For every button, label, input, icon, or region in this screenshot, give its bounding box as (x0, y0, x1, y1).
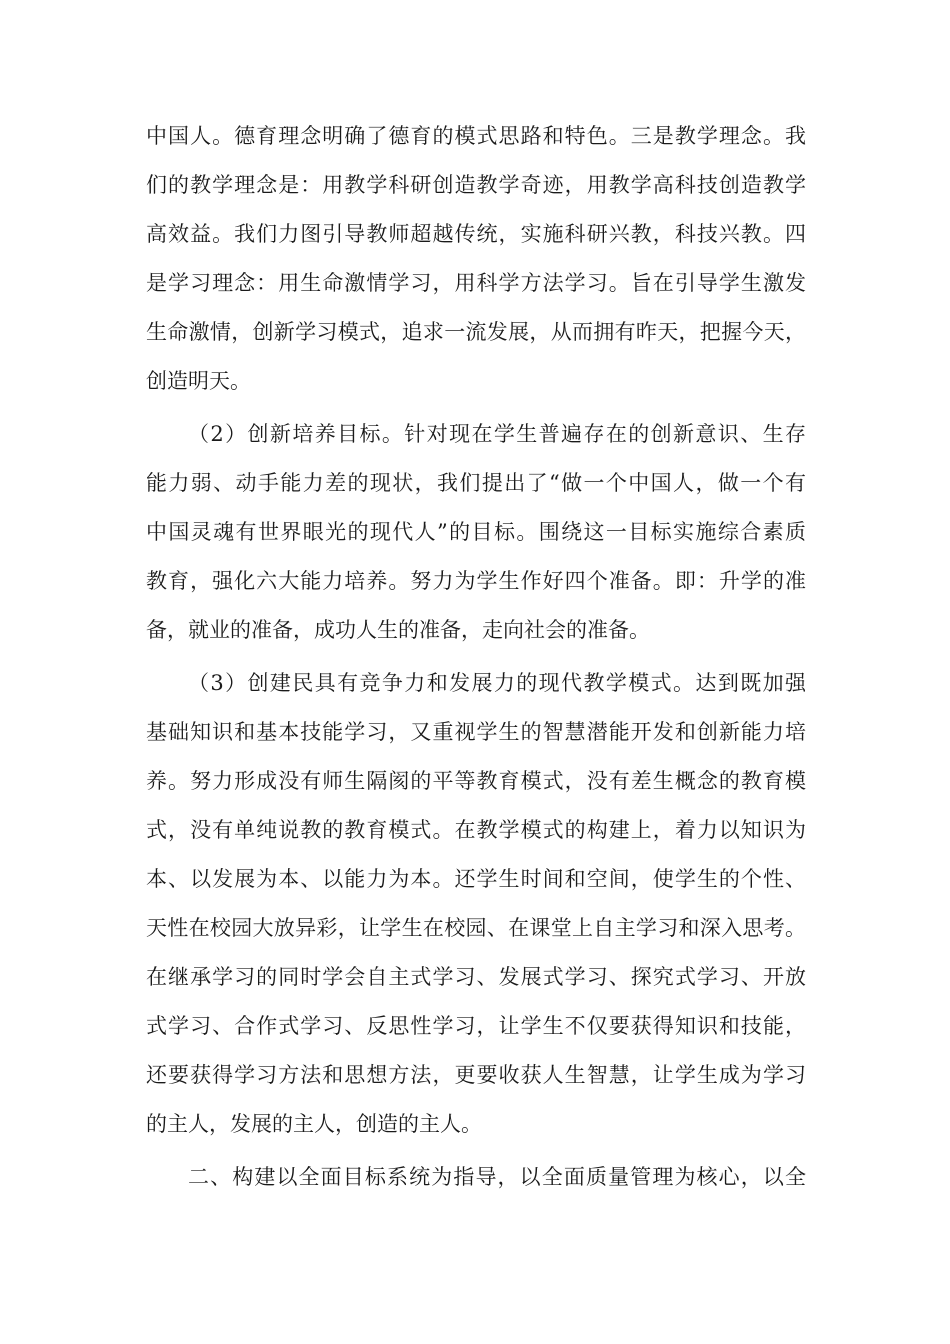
text-line: 在继承学习的同时学会自主式学习、发展式学习、探究式学习、开放 (146, 965, 806, 989)
text-line: 式，没有单纯说教的教育模式。在教学模式的构建上，着力以知识为 (146, 818, 806, 842)
text-line: 们的教学理念是：用教学科研创造教学奇迹，用教学高科技创造教学 (146, 173, 806, 197)
section-heading-line: 二、构建以全面目标系统为指导，以全面质量管理为核心，以全 (188, 1165, 806, 1189)
paragraph-2-first-line: （2）创新培养目标。针对现在学生普遍存在的创新意识、生存 (188, 422, 806, 446)
text-line: 养。努力形成没有师生隔阂的平等教育模式，没有差生概念的教育模 (146, 769, 806, 793)
text-line: 生命激情，创新学习模式，追求一流发展，从而拥有昨天，把握今天， (146, 320, 806, 344)
text-line: 的主人，发展的主人，创造的主人。 (146, 1112, 482, 1136)
text-line: 教育，强化六大能力培养。努力为学生作好四个准备。即：升学的准 (146, 569, 806, 593)
text-line: 能力弱、动手能力差的现状，我们提出了“做一个中国人，做一个有 (146, 471, 806, 495)
text-line: 高效益。我们力图引导教师超越传统，实施科研兴教，科技兴教。四 (146, 222, 806, 246)
text-line: 中国灵魂有世界眼光的现代人”的目标。围绕这一目标实施综合素质 (146, 520, 806, 544)
text-line: 备，就业的准备，成功人生的准备，走向社会的准备。 (146, 618, 650, 642)
text-line: 本、以发展为本、以能力为本。还学生时间和空间，使学生的个性、 (146, 867, 806, 891)
paragraph-3-first-line: （3）创建民具有竞争力和发展力的现代教学模式。达到既加强 (188, 671, 806, 695)
text-line: 还要获得学习方法和思想方法，更要收获人生智慧，让学生成为学习 (146, 1063, 806, 1087)
text-line: 创造明天。 (146, 369, 251, 393)
text-line: 天性在校园大放异彩，让学生在校园、在课堂上自主学习和深入思考。 (146, 916, 806, 940)
text-line: 中国人。德育理念明确了德育的模式思路和特色。三是教学理念。我 (146, 124, 806, 148)
text-line: 是学习理念：用生命激情学习，用科学方法学习。旨在引导学生激发 (146, 271, 806, 295)
text-line: 式学习、合作式学习、反思性学习，让学生不仅要获得知识和技能， (146, 1014, 806, 1038)
text-line: 基础知识和基本技能学习，又重视学生的智慧潜能开发和创新能力培 (146, 720, 806, 744)
